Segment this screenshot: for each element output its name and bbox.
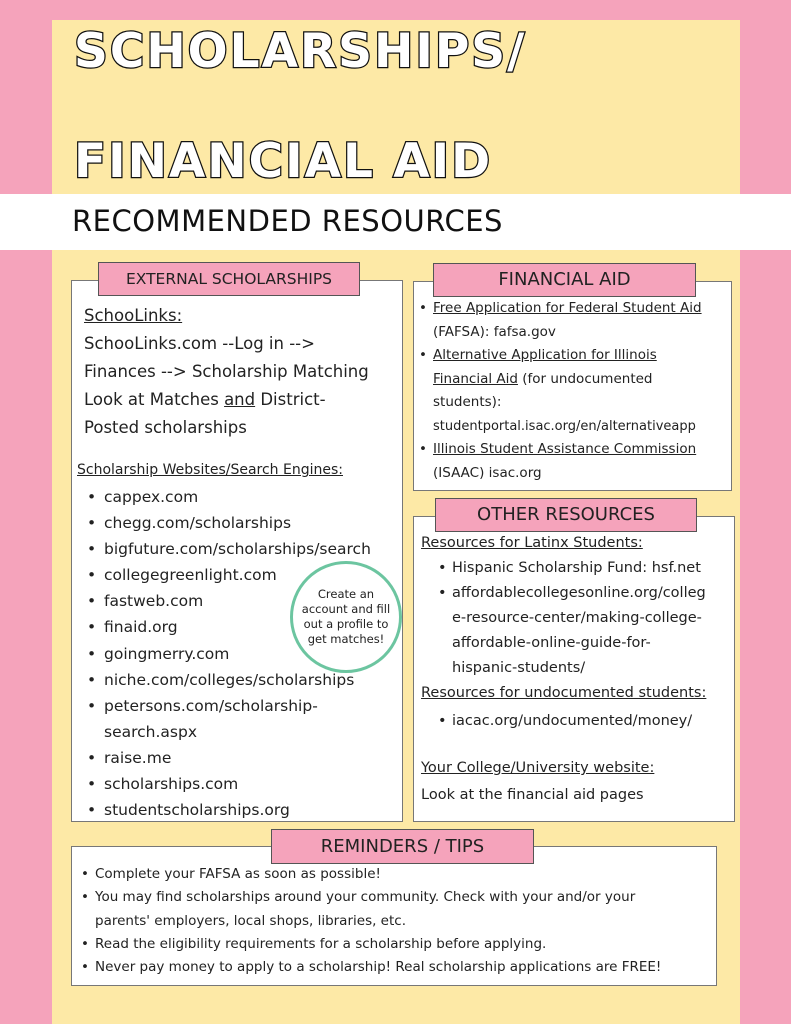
callout-text: Create an account and fill out a profile to get matches!: [301, 587, 391, 646]
title-line-2: FINANCIAL AID: [74, 134, 493, 189]
college-text: Look at the financial aid pages: [421, 787, 644, 803]
undocumented-item[interactable]: [452, 709, 735, 734]
schoolinks-heading: SchooLinks:: [84, 306, 183, 325]
illinois-alt-app-detail: students):: [433, 394, 502, 410]
reminder-text: Read the eligibility requirements for a scholarship before applying.: [95, 935, 547, 952]
latinx-link[interactable]: e-resource-center/making-college-: [452, 610, 702, 626]
financial-aid-item: [433, 297, 733, 344]
latinx-item-continued[interactable]: [452, 631, 735, 656]
isac-link[interactable]: • Illinois Student Assistance Commission: [433, 441, 697, 457]
fafsa-link[interactable]: • Free Application for Federal Student Aid: [433, 300, 702, 316]
subtitle: RECOMMENDED RESOURCES: [72, 204, 503, 238]
illinois-alt-app-detail: (for undocumented: [517, 370, 653, 387]
latinx-heading: Resources for Latinx Students:: [421, 535, 643, 551]
schoolinks-line: Finances --> Scholarship Matching: [84, 362, 369, 381]
external-scholarships-content: [84, 302, 400, 442]
reminder-text: parents' employers, local shops, libraries, etc.: [95, 912, 406, 929]
undocumented-link[interactable]: iacac.org/undocumented/money/: [452, 713, 693, 729]
latinx-link[interactable]: affordable-online-guide-for-: [452, 635, 651, 651]
callout-circle: [290, 561, 402, 673]
undocumented-heading: Resources for undocumented students:: [421, 685, 707, 701]
site-item[interactable]: [104, 771, 402, 797]
reminder-text: You may find scholarships around your community. Check with your and/or your: [95, 889, 636, 906]
schoolinks-line: [84, 386, 400, 414]
site-link[interactable]: finaid.org: [104, 618, 178, 637]
site-link[interactable]: scholarships.com: [104, 775, 239, 794]
reminder-item: [95, 956, 715, 979]
site-link[interactable]: bigfuture.com/scholarships/search: [104, 540, 371, 559]
site-item[interactable]: [104, 484, 402, 510]
reminder-item: [95, 863, 715, 886]
site-item[interactable]: [104, 797, 402, 823]
site-link[interactable]: raise.me: [104, 748, 172, 767]
site-item-continued[interactable]: [104, 719, 402, 745]
fafsa-detail: (FAFSA): fafsa.gov: [433, 323, 556, 340]
schoolinks-text: Look at Matches: [84, 390, 225, 409]
illinois-alt-app-link-cont[interactable]: Financial Aid: [433, 370, 518, 387]
financial-aid-item: [433, 344, 733, 438]
undocumented-list: [452, 709, 735, 734]
reminder-text: Complete your FAFSA as soon as possible!: [95, 866, 381, 882]
site-link[interactable]: cappex.com: [104, 488, 199, 506]
site-link[interactable]: goingmerry.com: [104, 644, 230, 663]
title-line-1: SCHOLARSHIPS/: [74, 24, 527, 79]
site-link[interactable]: chegg.com/scholarships: [104, 514, 292, 533]
latinx-item[interactable]: [452, 581, 735, 606]
college-heading: Your College/University website:: [421, 760, 655, 776]
reminder-text: Never pay money to apply to a scholarship! Real scholarship applications are FREE!: [95, 959, 662, 976]
latinx-item-continued[interactable]: [452, 656, 735, 681]
illinois-alt-app-link[interactable]: • Alternative Application for Illinois: [433, 347, 657, 363]
financial-aid-item: [433, 438, 733, 485]
site-link[interactable]: search.aspx: [104, 722, 197, 741]
schoolinks-and: and: [224, 390, 256, 409]
site-item[interactable]: [104, 745, 402, 771]
illinois-alt-app-url: studentportal.isac.org/en/alternativeapp: [433, 418, 696, 434]
subtitle-band: [0, 194, 791, 250]
latinx-list: [452, 556, 735, 681]
site-link[interactable]: petersons.com/scholarship-: [104, 696, 318, 715]
site-link[interactable]: studentscholarships.org: [104, 801, 290, 820]
websites-heading: Scholarship Websites/Search Engines:: [77, 462, 343, 478]
financial-aid-tag: FINANCIAL AID: [433, 263, 696, 297]
websites-section: [77, 458, 401, 482]
site-link[interactable]: niche.com/colleges/scholarships: [104, 670, 355, 689]
schoolinks-text: District-: [255, 390, 326, 409]
schoolinks-line: Posted scholarships: [84, 418, 247, 437]
site-item[interactable]: [104, 693, 402, 719]
isac-detail: (ISAAC) isac.org: [433, 464, 542, 481]
latinx-link[interactable]: affordablecollegesonline.org/colleg: [452, 585, 706, 601]
site-item[interactable]: [104, 510, 402, 536]
other-resources-tag: OTHER RESOURCES: [435, 498, 697, 532]
financial-aid-list: [433, 297, 733, 485]
illinois-alt-app-line: [433, 368, 733, 392]
latinx-item-continued[interactable]: [452, 606, 735, 631]
reminders-list: [95, 863, 715, 979]
external-scholarships-tag: EXTERNAL SCHOLARSHIPS: [98, 262, 360, 296]
site-link[interactable]: collegegreenlight.com: [104, 566, 277, 585]
latinx-item: [452, 556, 735, 581]
reminders-tag: REMINDERS / TIPS: [271, 829, 534, 864]
schoolinks-line: SchooLinks.com --Log in -->: [84, 334, 315, 353]
latinx-text: Hispanic Scholarship Fund: hsf.net: [452, 560, 701, 576]
reminder-item-continued: [95, 910, 715, 933]
reminder-item: [95, 933, 715, 956]
reminder-item: [95, 886, 715, 909]
site-item[interactable]: [104, 536, 402, 562]
latinx-link[interactable]: hispanic-students/: [452, 660, 586, 676]
site-link[interactable]: fastweb.com: [104, 592, 204, 611]
other-resources-content: [421, 531, 735, 808]
